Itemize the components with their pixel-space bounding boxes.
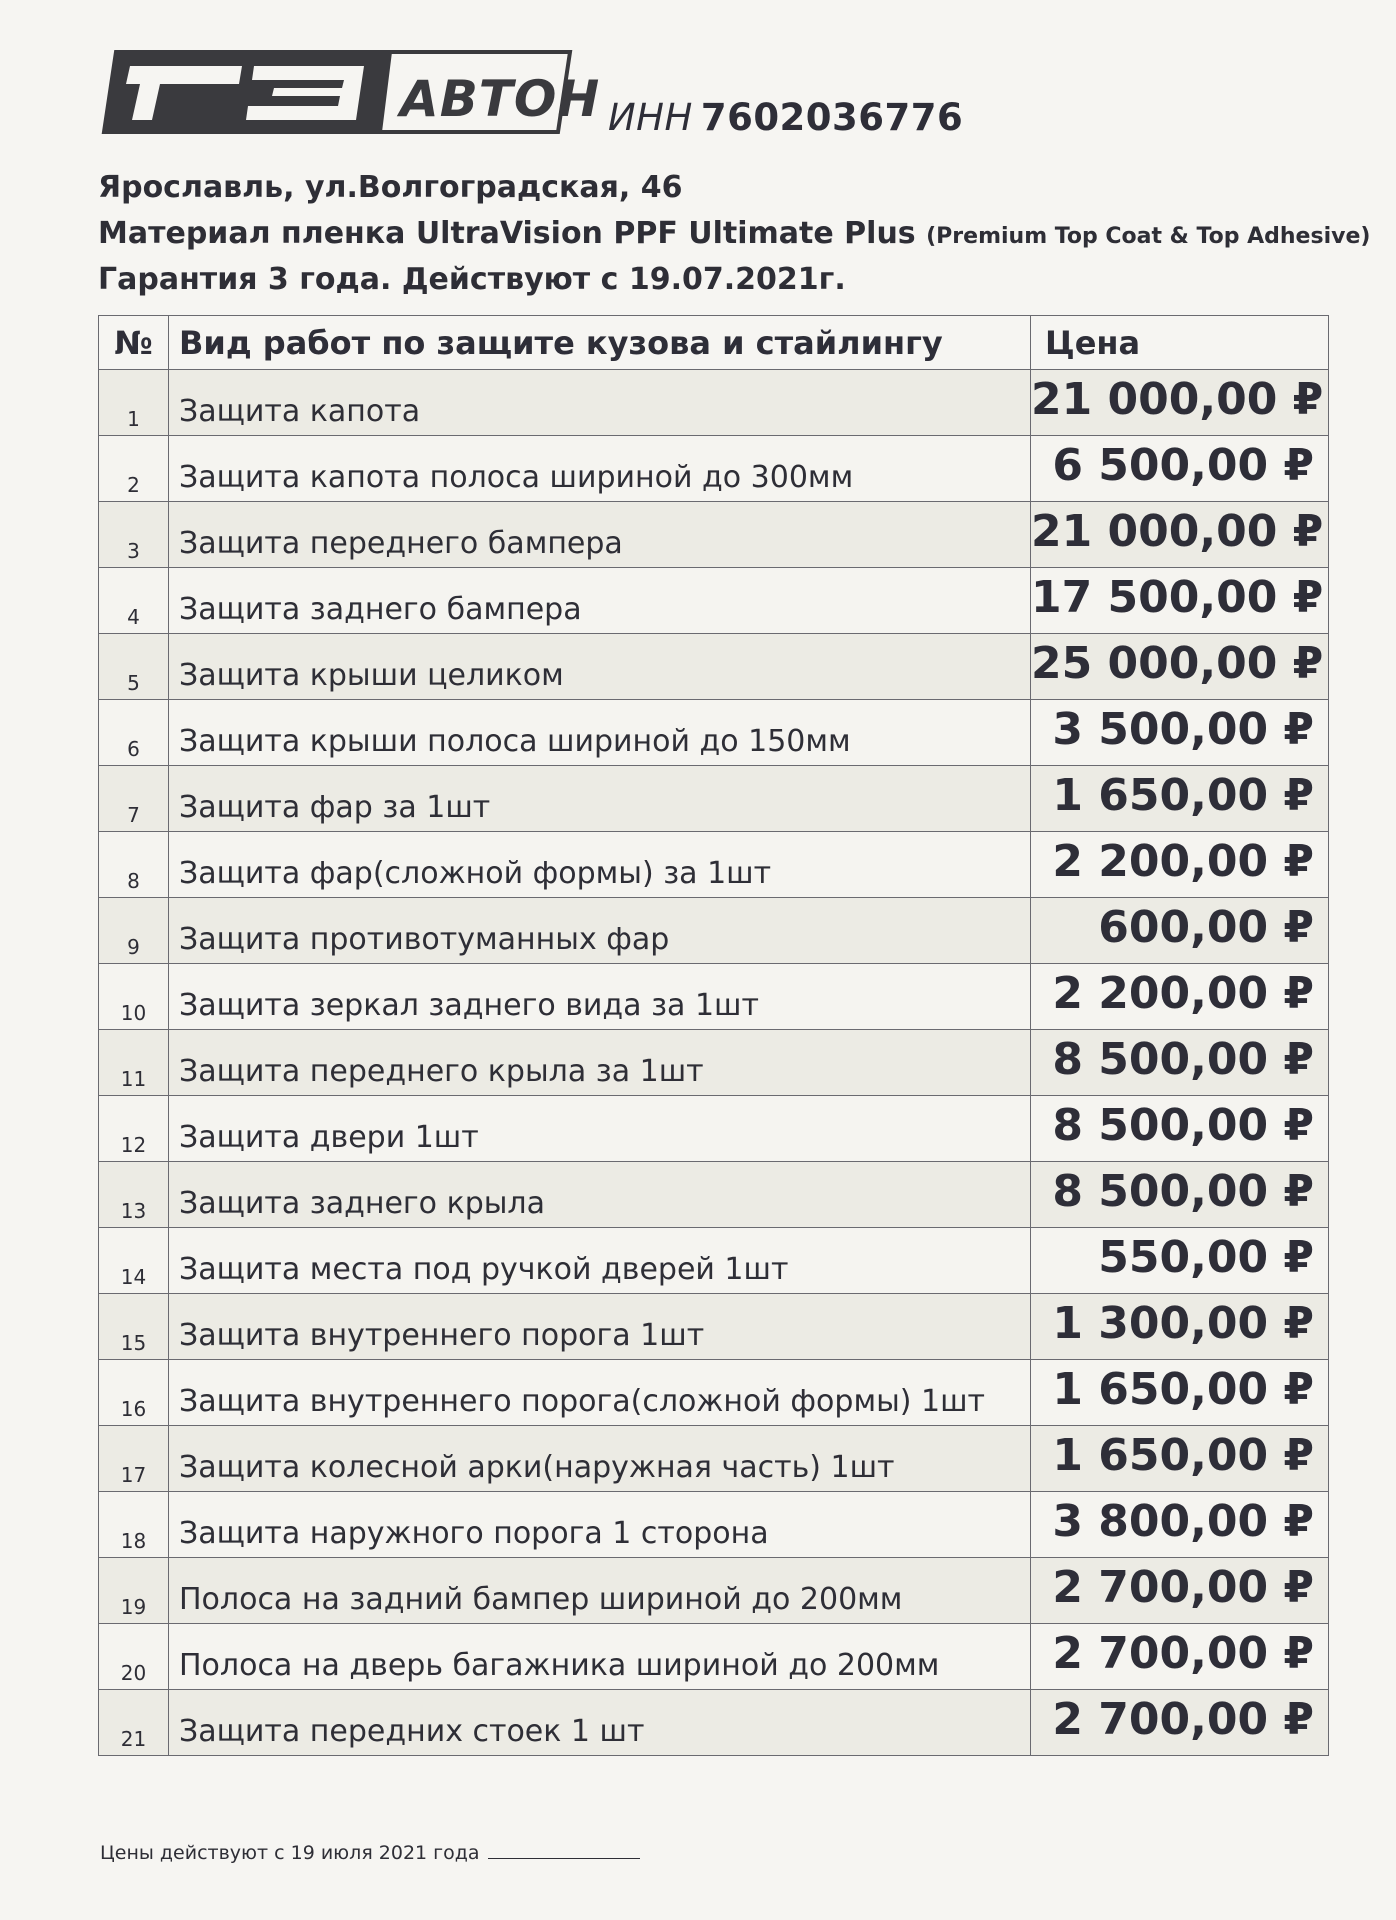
address: Ярославль, ул.Волгоградская, 46: [98, 170, 683, 205]
row-price: 25 000,00 ₽: [1031, 634, 1329, 700]
row-price: 3 800,00 ₽: [1031, 1492, 1329, 1558]
row-price: 2 200,00 ₽: [1031, 832, 1329, 898]
row-number: 20: [99, 1624, 169, 1690]
row-service-name: Защита внутреннего порога(сложной формы) 1шт: [169, 1360, 1031, 1426]
table-row: [99, 766, 1329, 832]
header-num: №: [99, 316, 169, 370]
price-table: [98, 315, 1329, 1756]
row-service-name: Защита крыши полоса шириной до 150мм: [169, 700, 1031, 766]
table-row: [99, 1162, 1329, 1228]
row-number: 11: [99, 1030, 169, 1096]
material-line: [98, 216, 1370, 251]
row-service-name: Защита внутреннего порога 1шт: [169, 1294, 1031, 1360]
row-number: 21: [99, 1690, 169, 1756]
header-price: Цена: [1031, 316, 1329, 370]
row-number: 14: [99, 1228, 169, 1294]
row-number: 5: [99, 634, 169, 700]
row-service-name: Защита переднего бампера: [169, 502, 1031, 568]
row-price: 8 500,00 ₽: [1031, 1030, 1329, 1096]
svg-text:АВТОН: АВТОН: [400, 70, 601, 128]
row-service-name: Защита двери 1шт: [169, 1096, 1031, 1162]
logo-graphic: [102, 50, 601, 134]
row-number: 3: [99, 502, 169, 568]
row-price: 1 650,00 ₽: [1031, 1360, 1329, 1426]
row-price: 2 700,00 ₽: [1031, 1558, 1329, 1624]
warranty-line: Гарантия 3 года. Действуют с 19.07.2021г.: [98, 262, 846, 297]
row-service-name: Защита наружного порога 1 сторона: [169, 1492, 1031, 1558]
table-row: [99, 502, 1329, 568]
row-service-name: Защита места под ручкой дверей 1шт: [169, 1228, 1031, 1294]
row-service-name: Защита капота: [169, 370, 1031, 436]
row-price: 1 650,00 ₽: [1031, 766, 1329, 832]
row-service-name: Защита передних стоек 1 шт: [169, 1690, 1031, 1756]
row-service-name: Защита переднего крыла за 1шт: [169, 1030, 1031, 1096]
table-row: [99, 1228, 1329, 1294]
row-price: 21 000,00 ₽: [1031, 370, 1329, 436]
inn-number: 7602036776: [700, 96, 964, 139]
table-row: [99, 1360, 1329, 1426]
row-number: 18: [99, 1492, 169, 1558]
row-price: 8 500,00 ₽: [1031, 1096, 1329, 1162]
table-row: [99, 700, 1329, 766]
table-row: [99, 964, 1329, 1030]
row-number: 1: [99, 370, 169, 436]
row-number: 10: [99, 964, 169, 1030]
row-service-name: Защита фар(сложной формы) за 1шт: [169, 832, 1031, 898]
table-row: [99, 1096, 1329, 1162]
row-service-name: Защита зеркал заднего вида за 1шт: [169, 964, 1031, 1030]
row-price: 8 500,00 ₽: [1031, 1162, 1329, 1228]
row-service-name: Защита колесной арки(наружная часть) 1шт: [169, 1426, 1031, 1492]
row-number: 7: [99, 766, 169, 832]
row-price: 17 500,00 ₽: [1031, 568, 1329, 634]
row-price: 1 650,00 ₽: [1031, 1426, 1329, 1492]
row-price: 2 700,00 ₽: [1031, 1624, 1329, 1690]
row-number: 17: [99, 1426, 169, 1492]
row-price: 2 200,00 ₽: [1031, 964, 1329, 1030]
table-row: [99, 370, 1329, 436]
row-number: 9: [99, 898, 169, 964]
row-service-name: Защита противотуманных фар: [169, 898, 1031, 964]
row-service-name: Защита капота полоса шириной до 300мм: [169, 436, 1031, 502]
row-number: 12: [99, 1096, 169, 1162]
table-row: [99, 568, 1329, 634]
table-row: [99, 1294, 1329, 1360]
table-row: [99, 1624, 1329, 1690]
row-service-name: Полоса на дверь багажника шириной до 200мм: [169, 1624, 1031, 1690]
company-logo: [102, 50, 601, 134]
row-number: 13: [99, 1162, 169, 1228]
inn: [608, 96, 963, 139]
table-row: [99, 898, 1329, 964]
row-service-name: Защита крыши целиком: [169, 634, 1031, 700]
table-row: [99, 1690, 1329, 1756]
table-row: [99, 1492, 1329, 1558]
footer-text: Цены действуют с 19 июля 2021 года: [100, 1842, 480, 1864]
table-header-row: [99, 316, 1329, 370]
table-row: [99, 1426, 1329, 1492]
row-service-name: Защита заднего крыла: [169, 1162, 1031, 1228]
row-price: 1 300,00 ₽: [1031, 1294, 1329, 1360]
row-number: 2: [99, 436, 169, 502]
row-price: 6 500,00 ₽: [1031, 436, 1329, 502]
row-price: 21 000,00 ₽: [1031, 502, 1329, 568]
row-service-name: Полоса на задний бампер шириной до 200мм: [169, 1558, 1031, 1624]
table-row: [99, 436, 1329, 502]
row-service-name: Защита заднего бампера: [169, 568, 1031, 634]
row-number: 6: [99, 700, 169, 766]
table-row: [99, 634, 1329, 700]
inn-label: ИНН: [608, 96, 693, 139]
row-service-name: Защита фар за 1шт: [169, 766, 1031, 832]
table-row: [99, 1558, 1329, 1624]
row-price: 2 700,00 ₽: [1031, 1690, 1329, 1756]
signature-line: [488, 1842, 640, 1859]
material-note: (Premium Top Coat & Top Adhesive): [926, 224, 1371, 249]
row-price: 3 500,00 ₽: [1031, 700, 1329, 766]
row-number: 8: [99, 832, 169, 898]
table-row: [99, 832, 1329, 898]
footer-note: [100, 1842, 640, 1864]
row-price: 600,00 ₽: [1031, 898, 1329, 964]
material-main: Материал пленка UltraVision PPF Ultimate Plus: [98, 216, 916, 251]
table-row: [99, 1030, 1329, 1096]
row-price: 550,00 ₽: [1031, 1228, 1329, 1294]
row-number: 15: [99, 1294, 169, 1360]
row-number: 19: [99, 1558, 169, 1624]
row-number: 4: [99, 568, 169, 634]
row-number: 16: [99, 1360, 169, 1426]
header-name: Вид работ по защите кузова и стайлингу: [169, 316, 1031, 370]
